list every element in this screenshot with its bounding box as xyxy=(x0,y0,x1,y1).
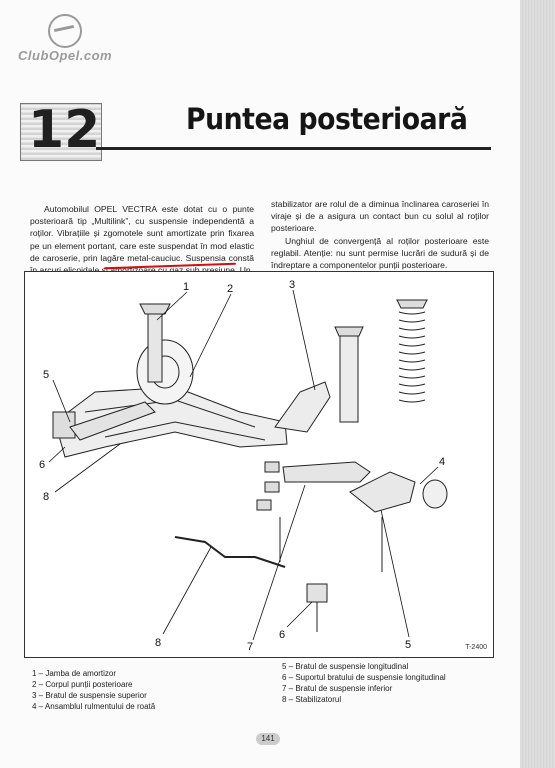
intro-paragraph-1: Automobilul OPEL VECTRA este dotat cu o punte posterioară tip „Multilink”, cu suspensie independentă a roților. Vibrațiile și zgomotele sunt amortizate prin fixarea pe un element portant, care este suspendat în mod elastic de caroserie, prin lagăre metal-cauciuc. Suspensia constă xyxy=(30,204,254,263)
callout-6a: 6 xyxy=(39,459,46,471)
legend-item: 6 – Suportul bratului de suspensie longitudinal xyxy=(282,673,446,682)
intro-paragraph-2: stabilizator are rolul de a diminua înclinarea caroseriei în viraje și de a asigura un contact bun cu solul al roților posterioare. xyxy=(271,199,489,234)
watermark-logo xyxy=(14,14,114,74)
legend-item: 4 – Ansamblul rulmentului de roată xyxy=(32,702,156,711)
coil-spring-right xyxy=(399,312,425,402)
bushing-3 xyxy=(257,500,271,510)
callout-6b: 6 xyxy=(279,629,286,641)
hub-right-shape xyxy=(423,480,447,508)
title-rule xyxy=(96,147,491,150)
page-number: 141 xyxy=(256,733,280,745)
bushing-1 xyxy=(265,462,279,472)
callout-8b: 8 xyxy=(155,637,162,649)
stabilizer-bar-shape xyxy=(175,537,285,567)
shock-right-shape xyxy=(340,332,358,422)
support-left-shape xyxy=(53,412,75,438)
legend-item: 5 – Bratul de suspensie longitudinal xyxy=(282,662,409,671)
legend-item: 8 – Stabilizatorul xyxy=(282,695,342,704)
callout-2: 2 xyxy=(227,283,234,295)
leader-lines xyxy=(49,290,438,640)
callout-8a: 8 xyxy=(43,491,50,503)
callout-4: 4 xyxy=(439,456,446,468)
hub-left-shape xyxy=(137,340,193,404)
rear-axle-drawing xyxy=(25,272,493,657)
chapter-number: 12 xyxy=(28,100,101,160)
callout-5a: 5 xyxy=(43,369,50,381)
callout-5b: 5 xyxy=(405,639,412,651)
spring-top-mount xyxy=(397,300,427,308)
callout-1: 1 xyxy=(183,281,190,293)
legend-left xyxy=(32,668,262,712)
callout-7: 7 xyxy=(247,641,254,653)
watermark-text: ClubOpel.com xyxy=(18,48,113,63)
opel-emblem-icon xyxy=(48,14,82,48)
legend-item: 2 – Corpul punții posterioare xyxy=(32,680,133,689)
legend-item: 7 – Bratul de suspensie inferior xyxy=(282,684,393,693)
book-page-edges xyxy=(520,0,555,768)
support-right-shape xyxy=(307,584,327,602)
intro-column-right xyxy=(271,198,489,271)
legend-item: 3 – Bratul de suspensie superior xyxy=(32,691,147,700)
callout-3: 3 xyxy=(289,279,296,291)
legend-item: 1 – Jamba de amortizor xyxy=(32,669,117,678)
shock-left-shape xyxy=(148,312,162,382)
intro-paragraph-3: Unghiul de convergență al roților posterioare este reglabil. Atenție: nu sunt permise lucrări de sudură și de îndreptare a componentelor punții posterioare. xyxy=(271,235,489,271)
exploded-diagram xyxy=(24,271,494,658)
legend-right xyxy=(282,661,502,705)
chapter-title: Puntea posterioară xyxy=(186,102,468,136)
lower-arm-shape xyxy=(283,462,370,482)
shock-right-top xyxy=(335,327,363,336)
bushing-2 xyxy=(265,482,279,492)
figure-code: T-2400 xyxy=(465,644,487,651)
upper-arm-shape xyxy=(275,382,330,432)
